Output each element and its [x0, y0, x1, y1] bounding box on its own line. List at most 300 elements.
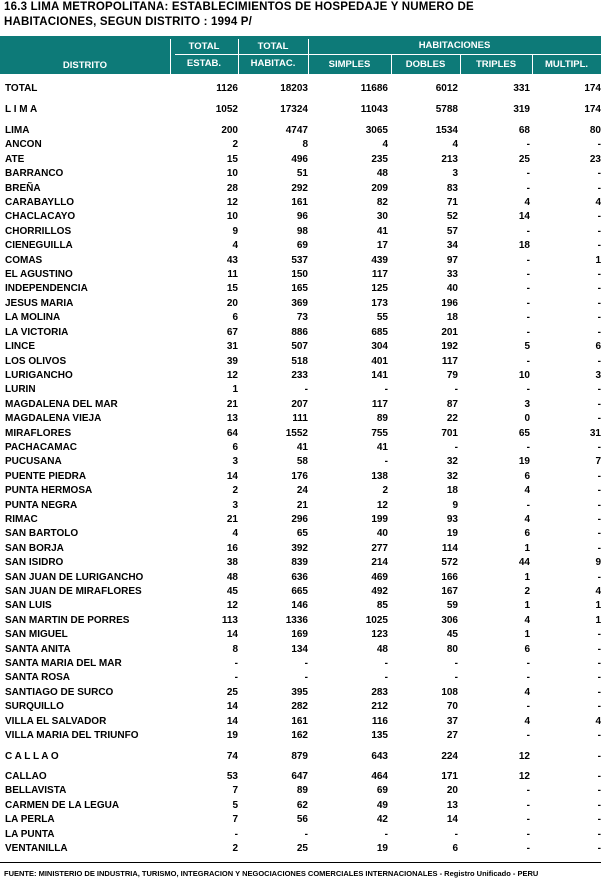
value-cell: - [597, 785, 601, 797]
value-cell: - [597, 485, 601, 497]
value-cell: 14 [226, 629, 238, 641]
value-cell: 9 [595, 557, 601, 569]
table-row [0, 412, 601, 426]
value-cell: - [526, 730, 530, 742]
value-cell: 55 [376, 312, 388, 324]
header-total-habitac-line1: TOTAL [257, 41, 289, 52]
value-cell: - [597, 629, 601, 641]
value-cell: - [526, 312, 530, 324]
value-cell: 40 [376, 528, 388, 540]
value-cell: 1025 [365, 614, 388, 626]
value-cell: - [234, 658, 238, 670]
value-cell: 3065 [365, 125, 388, 136]
value-cell: - [384, 828, 388, 840]
value-cell: - [526, 441, 530, 453]
district-name-cell: PUNTA HERMOSA [5, 485, 93, 497]
value-cell: 42 [376, 814, 388, 826]
value-cell: 7 [595, 456, 601, 468]
table-row [0, 470, 601, 484]
value-cell: 5 [232, 799, 238, 811]
table-row [0, 527, 601, 541]
table-row [0, 799, 601, 813]
value-cell: 14 [446, 814, 458, 826]
table-row [0, 484, 601, 498]
value-cell: - [526, 843, 530, 855]
value-cell: 3 [232, 499, 238, 511]
value-cell: 369 [291, 297, 308, 309]
value-cell: 117 [371, 398, 388, 410]
value-cell: 1552 [285, 427, 308, 439]
table-row [0, 614, 601, 628]
district-name-cell: VENTANILLA [5, 843, 68, 855]
value-cell: 89 [376, 413, 388, 425]
value-cell: 13 [446, 799, 458, 811]
value-cell: 114 [441, 542, 458, 554]
district-name-cell: MAGDALENA DEL MAR [5, 398, 118, 410]
value-cell: 4 [595, 197, 601, 209]
value-cell: - [597, 542, 601, 554]
value-cell: - [454, 384, 458, 396]
value-cell: - [304, 384, 308, 396]
value-cell: - [597, 658, 601, 670]
table-row [0, 499, 601, 513]
value-cell: 15 [226, 283, 238, 295]
value-cell: 82 [376, 197, 388, 209]
value-cell: - [597, 701, 601, 713]
value-cell: - [526, 499, 530, 511]
district-name-cell: LOS OLIVOS [5, 355, 67, 367]
value-cell: - [526, 384, 530, 396]
value-cell: 331 [513, 83, 530, 94]
district-name-cell: PUCUSANA [5, 456, 62, 468]
value-cell: 116 [371, 715, 388, 727]
value-cell: - [526, 326, 530, 338]
district-name-cell: MIRAFLORES [5, 427, 72, 439]
table-row [0, 124, 601, 138]
value-cell: - [304, 828, 308, 840]
value-cell: 12 [226, 600, 238, 612]
value-cell: - [526, 785, 530, 797]
value-cell: 56 [296, 814, 308, 826]
value-cell: - [304, 672, 308, 684]
value-cell: 207 [291, 398, 308, 410]
district-name-cell: SAN MIGUEL [5, 629, 68, 641]
value-cell: 43 [226, 254, 238, 266]
value-cell: 80 [446, 643, 458, 655]
value-cell: 572 [441, 557, 458, 569]
value-cell: - [597, 441, 601, 453]
value-cell: 11043 [360, 104, 388, 115]
district-name-cell: SANTA ANITA [5, 643, 71, 655]
district-name-cell: LA MOLINA [5, 312, 61, 324]
district-name-cell: SAN MARTIN DE PORRES [5, 614, 130, 626]
district-name-cell: CIENEGUILLA [5, 240, 73, 252]
table-row [0, 513, 601, 527]
value-cell: 9 [232, 225, 238, 237]
value-cell: - [526, 168, 530, 180]
table-row [0, 103, 601, 117]
table-row [0, 455, 601, 469]
value-cell: 85 [376, 600, 388, 612]
value-cell: 6 [232, 312, 238, 324]
district-name-cell: PUNTA NEGRA [5, 499, 78, 511]
district-name-cell: SAN BORJA [5, 542, 64, 554]
value-cell: 6 [524, 528, 530, 540]
value-cell: - [597, 269, 601, 281]
district-name-cell: PUENTE PIEDRA [5, 470, 87, 482]
value-cell: 1 [595, 254, 601, 266]
value-cell: 67 [226, 326, 238, 338]
value-cell: 8 [302, 139, 308, 151]
value-cell: 4 [524, 686, 530, 698]
header-divider [532, 55, 533, 74]
table-row [0, 340, 601, 354]
district-name-cell: BELLAVISTA [5, 785, 67, 797]
value-cell: 4 [232, 528, 238, 540]
table-row [0, 82, 601, 96]
value-cell: - [526, 139, 530, 151]
source-footer: FUENTE: MINISTERIO DE INDUSTRIA, TURISMO, INTEGRACION Y NEGOCIACIONES COMERCIALES INTERNACIONALES - Registro Unificado - PERU [4, 869, 539, 878]
value-cell: 62 [296, 799, 308, 811]
value-cell: 19 [226, 730, 238, 742]
value-cell: 34 [446, 240, 458, 252]
value-cell: 201 [441, 326, 458, 338]
value-cell: 68 [518, 125, 530, 136]
value-cell: 5 [524, 341, 530, 353]
value-cell: 1336 [285, 614, 308, 626]
value-cell: 282 [291, 701, 308, 713]
lima-district-table [0, 124, 601, 743]
value-cell: 93 [446, 513, 458, 525]
table-row [0, 398, 601, 412]
value-cell: 464 [371, 771, 388, 782]
table-row [0, 571, 601, 585]
value-cell: - [597, 730, 601, 742]
value-cell: 22 [446, 413, 458, 425]
value-cell: 165 [291, 283, 308, 295]
district-name-cell: SAN ISIDRO [5, 557, 64, 569]
value-cell: 27 [446, 730, 458, 742]
value-cell: 58 [296, 456, 308, 468]
value-cell: 8 [232, 643, 238, 655]
value-cell: 1 [524, 571, 530, 583]
value-cell: 12 [376, 499, 388, 511]
value-cell: 6 [232, 441, 238, 453]
value-cell: 52 [446, 211, 458, 223]
value-cell: - [454, 441, 458, 453]
value-cell: 80 [589, 125, 601, 136]
value-cell: 439 [371, 254, 388, 266]
value-cell: - [597, 384, 601, 396]
value-cell: 41 [376, 441, 388, 453]
table-row [0, 138, 601, 152]
value-cell: 192 [441, 341, 458, 353]
table-row [0, 239, 601, 253]
value-cell: 146 [291, 600, 308, 612]
value-cell: 20 [446, 785, 458, 797]
value-cell: 18 [446, 485, 458, 497]
value-cell: 636 [291, 571, 308, 583]
value-cell: 171 [441, 771, 458, 782]
header-dobles: DOBLES [391, 55, 460, 74]
value-cell: 12 [518, 771, 530, 782]
value-cell: 4 [452, 139, 458, 151]
value-cell: 21 [226, 398, 238, 410]
value-cell: 1 [524, 600, 530, 612]
value-cell: 134 [291, 643, 308, 655]
value-cell: 174 [584, 83, 601, 94]
value-cell: 41 [376, 225, 388, 237]
value-cell: 199 [371, 513, 388, 525]
value-cell: - [597, 499, 601, 511]
value-cell: 45 [226, 586, 238, 597]
header-divider [238, 39, 239, 74]
district-name-cell: LURIN [5, 384, 36, 396]
district-name-cell: LINCE [5, 341, 35, 353]
value-cell: 4 [524, 197, 530, 209]
district-name-cell: PACHACAMAC [5, 441, 78, 453]
value-cell: - [597, 326, 601, 338]
table-row [0, 686, 601, 700]
value-cell: 233 [291, 369, 308, 381]
value-cell: 1534 [435, 125, 458, 136]
value-cell: - [526, 799, 530, 811]
value-cell: 401 [371, 355, 388, 367]
value-cell: 12 [226, 369, 238, 381]
value-cell: 9 [452, 499, 458, 511]
value-cell: - [454, 672, 458, 684]
table-row [0, 182, 601, 196]
value-cell: 176 [291, 470, 308, 482]
table-row [0, 282, 601, 296]
value-cell: 31 [226, 341, 238, 353]
table-row [0, 784, 601, 798]
value-cell: - [454, 658, 458, 670]
district-name-cell: VILLA MARIA DEL TRIUNFO [5, 730, 139, 742]
value-cell: 11686 [360, 83, 388, 94]
table-row [0, 556, 601, 570]
district-name-cell: RIMAC [5, 513, 38, 525]
value-cell: - [384, 456, 388, 468]
value-cell: 7 [232, 785, 238, 797]
table-row [0, 671, 601, 685]
value-cell: 32 [446, 470, 458, 482]
value-cell: - [597, 211, 601, 223]
value-cell: 6 [524, 470, 530, 482]
callao-district-table [0, 770, 601, 856]
header-triples: TRIPLES [460, 55, 532, 74]
value-cell: 69 [296, 240, 308, 252]
value-cell: 71 [446, 197, 458, 209]
value-cell: 4 [524, 614, 530, 626]
value-cell: 40 [446, 283, 458, 295]
value-cell: 65 [518, 427, 530, 439]
district-name-cell: ANCON [5, 139, 42, 151]
value-cell: 89 [296, 785, 308, 797]
value-cell: 6 [452, 843, 458, 855]
value-cell: 277 [371, 542, 388, 554]
header-divider [170, 39, 171, 74]
district-name-cell: CARMEN DE LA LEGUA [5, 799, 120, 811]
value-cell: 70 [446, 701, 458, 713]
value-cell: 150 [291, 269, 308, 281]
value-cell: 123 [371, 629, 388, 641]
header-total-estab [170, 36, 238, 74]
value-cell: 6012 [435, 83, 458, 94]
value-cell: - [526, 814, 530, 826]
value-cell: 507 [291, 341, 308, 353]
value-cell: 213 [441, 153, 458, 165]
value-cell: 4 [524, 513, 530, 525]
value-cell: 141 [371, 369, 388, 381]
value-cell: 6 [524, 643, 530, 655]
district-name-cell: CARABAYLLO [5, 197, 75, 209]
header-habitaciones: HABITACIONES [308, 36, 601, 55]
value-cell: 665 [291, 586, 308, 597]
value-cell: 235 [371, 153, 388, 165]
value-cell: - [597, 413, 601, 425]
value-cell: 3 [524, 398, 530, 410]
district-name-cell: INDEPENDENCIA [5, 283, 88, 295]
value-cell: 37 [446, 715, 458, 727]
table-row [0, 210, 601, 224]
header-divider [460, 55, 461, 74]
table-row [0, 427, 601, 441]
table-row [0, 153, 601, 167]
value-cell: - [597, 182, 601, 194]
value-cell: 108 [441, 686, 458, 698]
value-cell: 48 [376, 643, 388, 655]
value-cell: - [597, 814, 601, 826]
value-cell: - [597, 312, 601, 324]
value-cell: 173 [371, 297, 388, 309]
value-cell: 25 [226, 686, 238, 698]
value-cell: 138 [371, 470, 388, 482]
value-cell: 18 [446, 312, 458, 324]
value-cell: - [454, 828, 458, 840]
value-cell: 2 [382, 485, 388, 497]
district-name-cell: LIMA [5, 125, 30, 136]
value-cell: - [526, 254, 530, 266]
district-name-cell: LA PERLA [5, 814, 55, 826]
district-name-cell: SAN LUIS [5, 600, 52, 612]
value-cell: - [384, 658, 388, 670]
title-line-2: HABITACIONES, SEGUN DISTRITO : 1994 P/ [4, 16, 253, 28]
value-cell: 200 [221, 125, 238, 136]
table-row [0, 585, 601, 599]
district-name-cell: CALLAO [5, 771, 47, 782]
value-cell: 30 [376, 211, 388, 223]
value-cell: 83 [446, 182, 458, 194]
table-row [0, 268, 601, 282]
value-cell: 701 [441, 427, 458, 439]
value-cell: 174 [584, 104, 601, 115]
value-cell: 4 [232, 240, 238, 252]
value-cell: 283 [371, 686, 388, 698]
value-cell: 12 [518, 751, 530, 762]
value-cell: 33 [446, 269, 458, 281]
table-row [0, 828, 601, 842]
value-cell: - [597, 528, 601, 540]
district-name-cell: TOTAL [5, 83, 38, 94]
header-multipl: MULTIPL. [532, 55, 601, 74]
value-cell: 167 [441, 586, 458, 597]
district-name-cell: SAN JUAN DE LURIGANCHO [5, 571, 144, 583]
value-cell: 117 [441, 355, 458, 367]
value-cell: 15 [226, 153, 238, 165]
value-cell: 19 [376, 843, 388, 855]
value-cell: 1 [232, 384, 238, 396]
value-cell: 73 [296, 312, 308, 324]
value-cell: 48 [376, 168, 388, 180]
value-cell: 31 [589, 427, 601, 439]
value-cell: 117 [371, 269, 388, 281]
value-cell: 13 [226, 413, 238, 425]
value-cell: 20 [226, 297, 238, 309]
value-cell: - [234, 828, 238, 840]
value-cell: 879 [291, 751, 308, 762]
value-cell: 98 [296, 225, 308, 237]
value-cell: 3 [452, 168, 458, 180]
table-row [0, 729, 601, 743]
header-divider [391, 55, 392, 74]
value-cell: 79 [446, 369, 458, 381]
value-cell: 11 [227, 269, 238, 281]
value-cell: 12 [226, 197, 238, 209]
value-cell: 209 [371, 182, 388, 194]
value-cell: 19 [518, 456, 530, 468]
value-cell: - [597, 240, 601, 252]
callao-summary-table [0, 750, 601, 764]
value-cell: - [304, 658, 308, 670]
value-cell: - [597, 571, 601, 583]
table-row [0, 842, 601, 856]
value-cell: 492 [371, 586, 388, 597]
value-cell: - [597, 799, 601, 811]
value-cell: 4747 [285, 125, 308, 136]
value-cell: 166 [441, 571, 458, 583]
value-cell: 4 [595, 715, 601, 727]
value-cell: - [526, 283, 530, 295]
value-cell: 23 [589, 153, 601, 165]
value-cell: 643 [371, 751, 388, 762]
district-name-cell: VILLA EL SALVADOR [5, 715, 107, 727]
district-name-cell: SANTA ROSA [5, 672, 70, 684]
title-line-1: 16.3 LIMA METROPOLITANA: ESTABLECIMIENTOS DE HOSPEDAJE Y NUMERO DE [4, 1, 474, 13]
value-cell: 395 [291, 686, 308, 698]
value-cell: - [597, 513, 601, 525]
header-total-estab-line1: TOTAL [188, 41, 220, 52]
value-cell: 161 [291, 197, 308, 209]
value-cell: 647 [291, 771, 308, 782]
value-cell: 59 [446, 600, 458, 612]
table-row [0, 715, 601, 729]
table-row [0, 311, 601, 325]
district-name-cell: CHACLACAYO [5, 211, 76, 223]
value-cell: - [597, 398, 601, 410]
district-name-cell: SANTA MARIA DEL MAR [5, 658, 122, 670]
header-total-estab-line2: ESTAB. [186, 58, 222, 69]
value-cell: 18203 [280, 83, 308, 94]
value-cell: 4 [382, 139, 388, 151]
value-cell: 496 [291, 153, 308, 165]
district-name-cell: LA VICTORIA [5, 326, 69, 338]
value-cell: 74 [226, 751, 238, 762]
table-row [0, 441, 601, 455]
table-row [0, 643, 601, 657]
value-cell: 69 [376, 785, 388, 797]
value-cell: 2 [232, 843, 238, 855]
